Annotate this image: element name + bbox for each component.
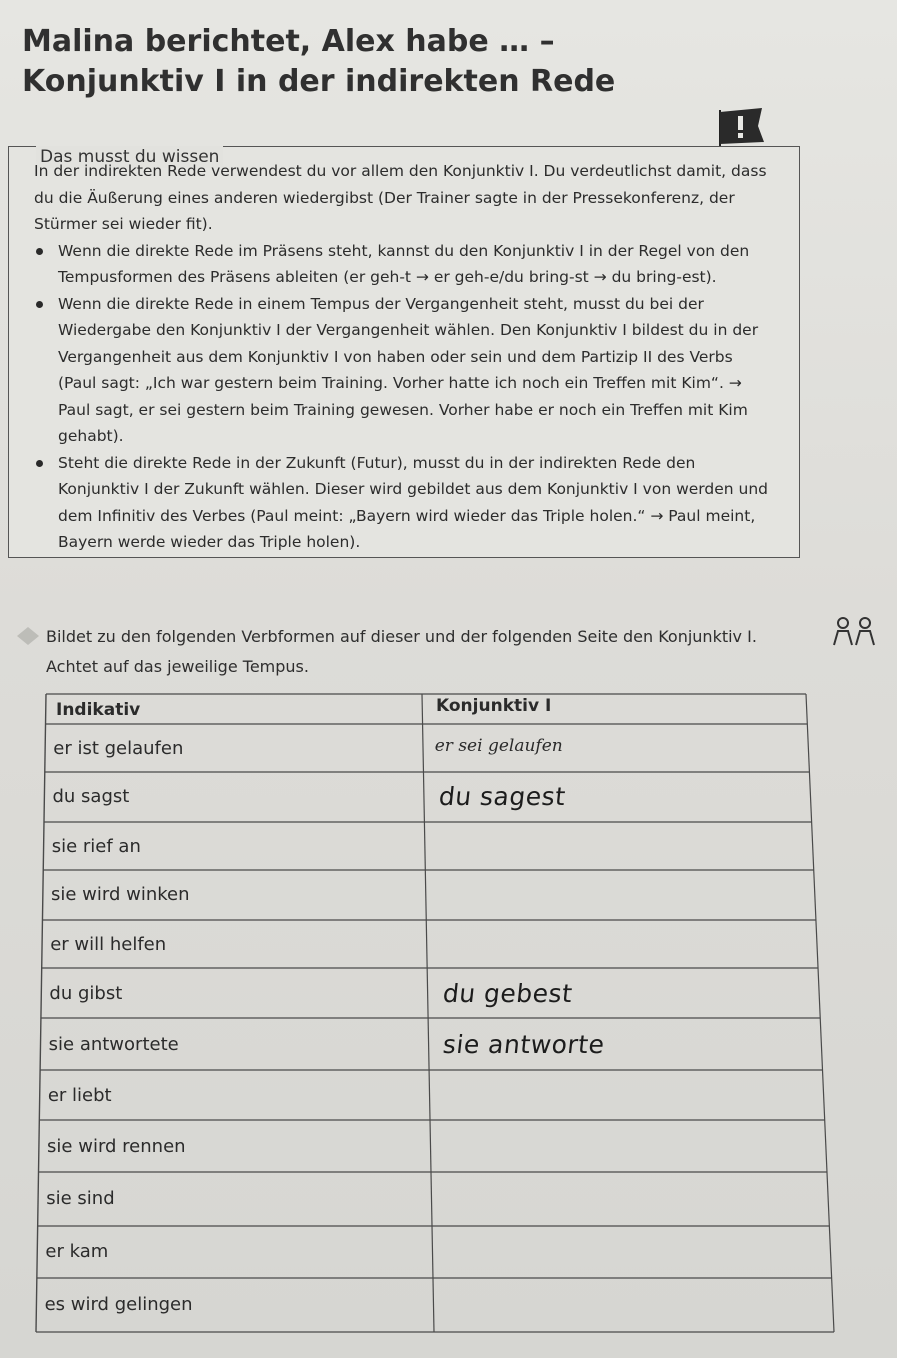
row-7-konjunktiv-answer[interactable]: sie antworte <box>441 1030 607 1059</box>
row-1-konjunktiv: er sei gelaufen <box>434 736 563 756</box>
row-12-indikativ: es wird gelingen <box>44 1294 193 1315</box>
page-title: Malina berichtet, Alex habe … – Konjunktiv I in der indirekten Rede <box>22 24 616 99</box>
row-1-indikativ: er ist gelaufen <box>53 738 184 759</box>
task-line-2: Achtet auf das jeweilige Tempus. <box>46 657 309 676</box>
row-10-indikativ: sie sind <box>46 1188 115 1209</box>
row-6-indikativ: du gibst <box>49 983 123 1004</box>
row-6-konjunktiv-answer[interactable]: du gebest <box>441 979 574 1008</box>
info-box-heading: Das musst du wissen <box>36 146 223 168</box>
row-11-indikativ: er kam <box>45 1241 109 1262</box>
row-2-indikativ: du sagst <box>52 786 130 807</box>
table-rule <box>806 694 834 1332</box>
info-intro: In der indirekten Rede verwendest du vor allem den Konjunktiv I. Du verdeutlichst damit, dass du die Äußerung eines anderen wiedergibst (Der Trainer sagte in der Pressekonferenz, der Stürmer sei wieder fit). <box>34 162 767 233</box>
info-bullet-list <box>34 238 774 556</box>
column-header-konjunktiv: Konjunktiv I <box>436 696 552 716</box>
conjugation-table <box>34 690 840 1336</box>
task-instruction <box>46 622 786 682</box>
info-bullet-present: Wenn die direkte Rede im Präsens steht, kannst du den Konjunktiv I in der Regel von den Tempusformen des Präsens ableiten (er geh-t → er geh-e/du bring-st → du bring-est). <box>34 238 774 291</box>
table-rule <box>36 694 46 1332</box>
row-9-indikativ: sie wird rennen <box>47 1136 186 1157</box>
task-diamond-icon <box>16 626 40 646</box>
row-8-indikativ: er liebt <box>47 1085 112 1106</box>
row-4-indikativ: sie wird winken <box>50 884 190 905</box>
row-3-indikativ: sie rief an <box>51 836 141 857</box>
row-7-indikativ: sie antwortete <box>48 1034 179 1055</box>
info-bullet-past: Wenn die direkte Rede in einem Tempus der Vergangenheit steht, musst du bei der Wiedergabe den Konjunktiv I der Vergangenheit wählen. Den Konjunktiv I bildest du in der Vergangenheit aus dem Konjunktiv I von haben oder sein und dem Partizip II des Verbs (Paul sagt: „Ich war gestern beim Training. Vorher hatte ich noch ein Treffen mit Kim“. → Paul sagt, er sei gestern beim Training gewesen. Vorher habe er noch ein Treffen mit Kim gehabt). <box>34 291 774 450</box>
info-bullet-future: Steht die direkte Rede in der Zukunft (Futur), musst du in der indirekten Rede den Konjunktiv I der Zukunft wählen. Dieser wird gebildet aus dem Konjunktiv I von werden und dem Infinitiv des Verbes (Paul meint: „Bayern wird wieder das Triple holen.“ → Paul meint, Bayern werde wieder das Triple holen). <box>34 450 774 556</box>
info-box-content <box>34 158 774 556</box>
partner-work-icon <box>830 615 878 647</box>
row-2-konjunktiv-answer[interactable]: du sagest <box>437 782 568 811</box>
row-5-indikativ: er will helfen <box>50 934 167 955</box>
table-rule <box>422 694 434 1332</box>
column-header-indikativ: Indikativ <box>56 700 141 720</box>
task-line-1: Bildet zu den folgenden Verbformen auf dieser und der folgenden Seite den Konjunktiv I. <box>46 627 757 646</box>
table-grid <box>34 690 840 1336</box>
